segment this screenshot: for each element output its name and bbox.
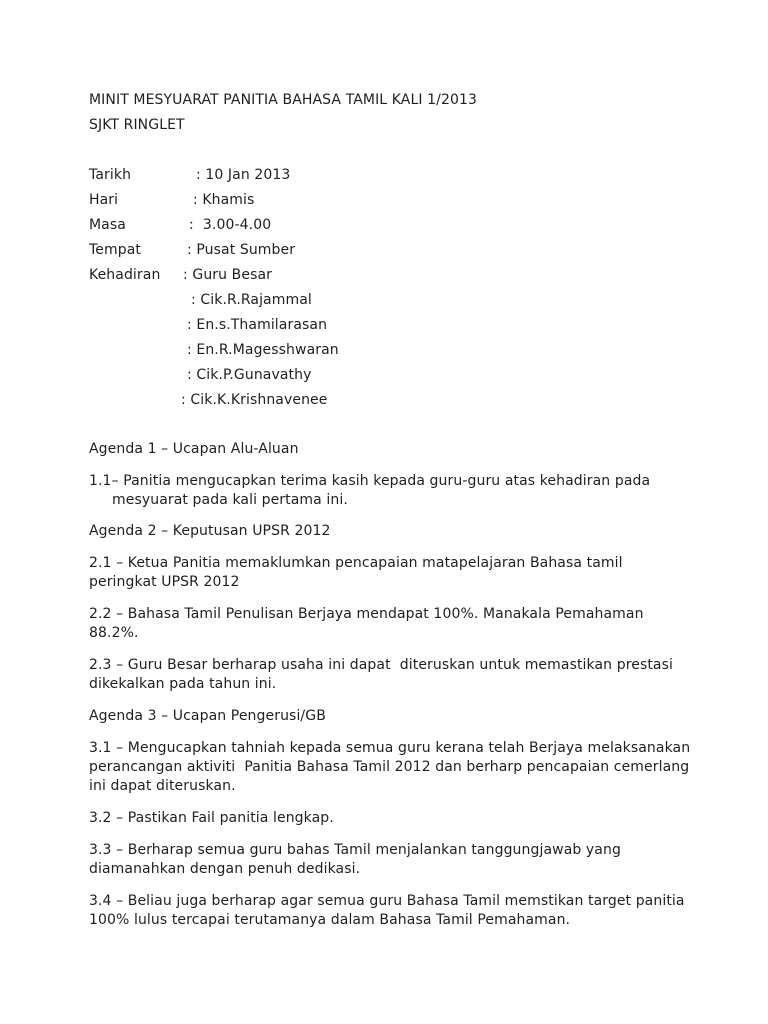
agenda-item-line: 2.1 – Ketua Panitia memaklumkan pencapaian matapelajaran Bahasa tamil <box>89 555 623 571</box>
agenda-item-3-1 <box>89 739 691 796</box>
tempat-value: : Pusat Sumber <box>187 242 296 258</box>
attendee-item: : En.R.Magesshwaran <box>187 342 339 358</box>
agenda-item-line: 3.2 – Pastikan Fail panitia lengkap. <box>89 810 334 826</box>
hari-value: : Khamis <box>193 192 255 208</box>
agenda-item-line: 2.3 – Guru Besar berharap usaha ini dapat diteruskan untuk memastikan prestasi <box>89 657 673 673</box>
agenda-item-line: 100% lulus tercapai terutamanya dalam Bahasa Tamil Pemahaman. <box>89 912 571 928</box>
agenda-item-line: dikekalkan pada tahun ini. <box>89 676 277 692</box>
tarikh-value: : 10 Jan 2013 <box>196 167 291 183</box>
document-title: MINIT MESYUARAT PANITIA BAHASA TAMIL KALI 1/2013 <box>89 92 477 108</box>
masa-label: Masa <box>89 217 126 233</box>
agenda-item-2-3 <box>89 656 679 694</box>
attendee-item: : Cik.R.Rajammal <box>191 292 312 308</box>
agenda-item-3-3 <box>89 841 679 879</box>
agenda-item-line: mesyuarat pada kali pertama ini. <box>112 492 348 508</box>
attendee-item: : Cik.K.Krishnavenee <box>181 392 328 408</box>
agenda-1-heading: Agenda 1 – Ucapan Alu-Aluan <box>89 441 299 457</box>
agenda-item-line: 1.1– Panitia mengucapkan terima kasih kepada guru-guru atas kehadiran pada <box>89 473 651 489</box>
agenda-item-2-2 <box>89 605 679 643</box>
agenda-item-line: perancangan aktiviti Panitia Bahasa Tamil 2012 dan berharp pencapaian cemerlang <box>89 759 690 775</box>
kehadiran-label: Kehadiran <box>89 267 161 283</box>
agenda-item-3-2 <box>89 809 679 828</box>
agenda-item-line: 3.3 – Berharap semua guru bahas Tamil menjalankan tanggungjawab yang <box>89 842 621 858</box>
masa-value: : 3.00-4.00 <box>189 217 272 233</box>
agenda-item-1-1 <box>89 472 679 510</box>
tempat-label: Tempat <box>89 242 141 258</box>
agenda-2-heading: Agenda 2 – Keputusan UPSR 2012 <box>89 523 331 539</box>
agenda-item-line: ini dapat diteruskan. <box>89 778 236 794</box>
agenda-item-line: 2.2 – Bahasa Tamil Penulisan Berjaya mendapat 100%. Manakala Pemahaman <box>89 606 644 622</box>
agenda-item-line: diamanahkan dengan penuh dedikasi. <box>89 861 361 877</box>
hari-label: Hari <box>89 192 119 208</box>
tarikh-label: Tarikh <box>89 167 132 183</box>
school-name: SJKT RINGLET <box>89 117 185 133</box>
attendee-item: : En.s.Thamilarasan <box>187 317 328 333</box>
agenda-item-3-4 <box>89 892 685 930</box>
agenda-item-line: 3.1 – Mengucapkan tahniah kepada semua guru kerana telah Berjaya melaksanakan <box>89 740 691 756</box>
attendee-item: : Cik.P.Gunavathy <box>187 367 312 383</box>
agenda-item-line: 88.2%. <box>89 625 139 641</box>
agenda-item-line: peringkat UPSR 2012 <box>89 574 240 590</box>
agenda-3-heading: Agenda 3 – Ucapan Pengerusi/GB <box>89 708 326 724</box>
agenda-item-line: 3.4 – Beliau juga berharap agar semua guru Bahasa Tamil memstikan target panitia <box>89 893 685 909</box>
attendee-item: : Guru Besar <box>183 267 273 283</box>
agenda-item-2-1 <box>89 554 679 592</box>
